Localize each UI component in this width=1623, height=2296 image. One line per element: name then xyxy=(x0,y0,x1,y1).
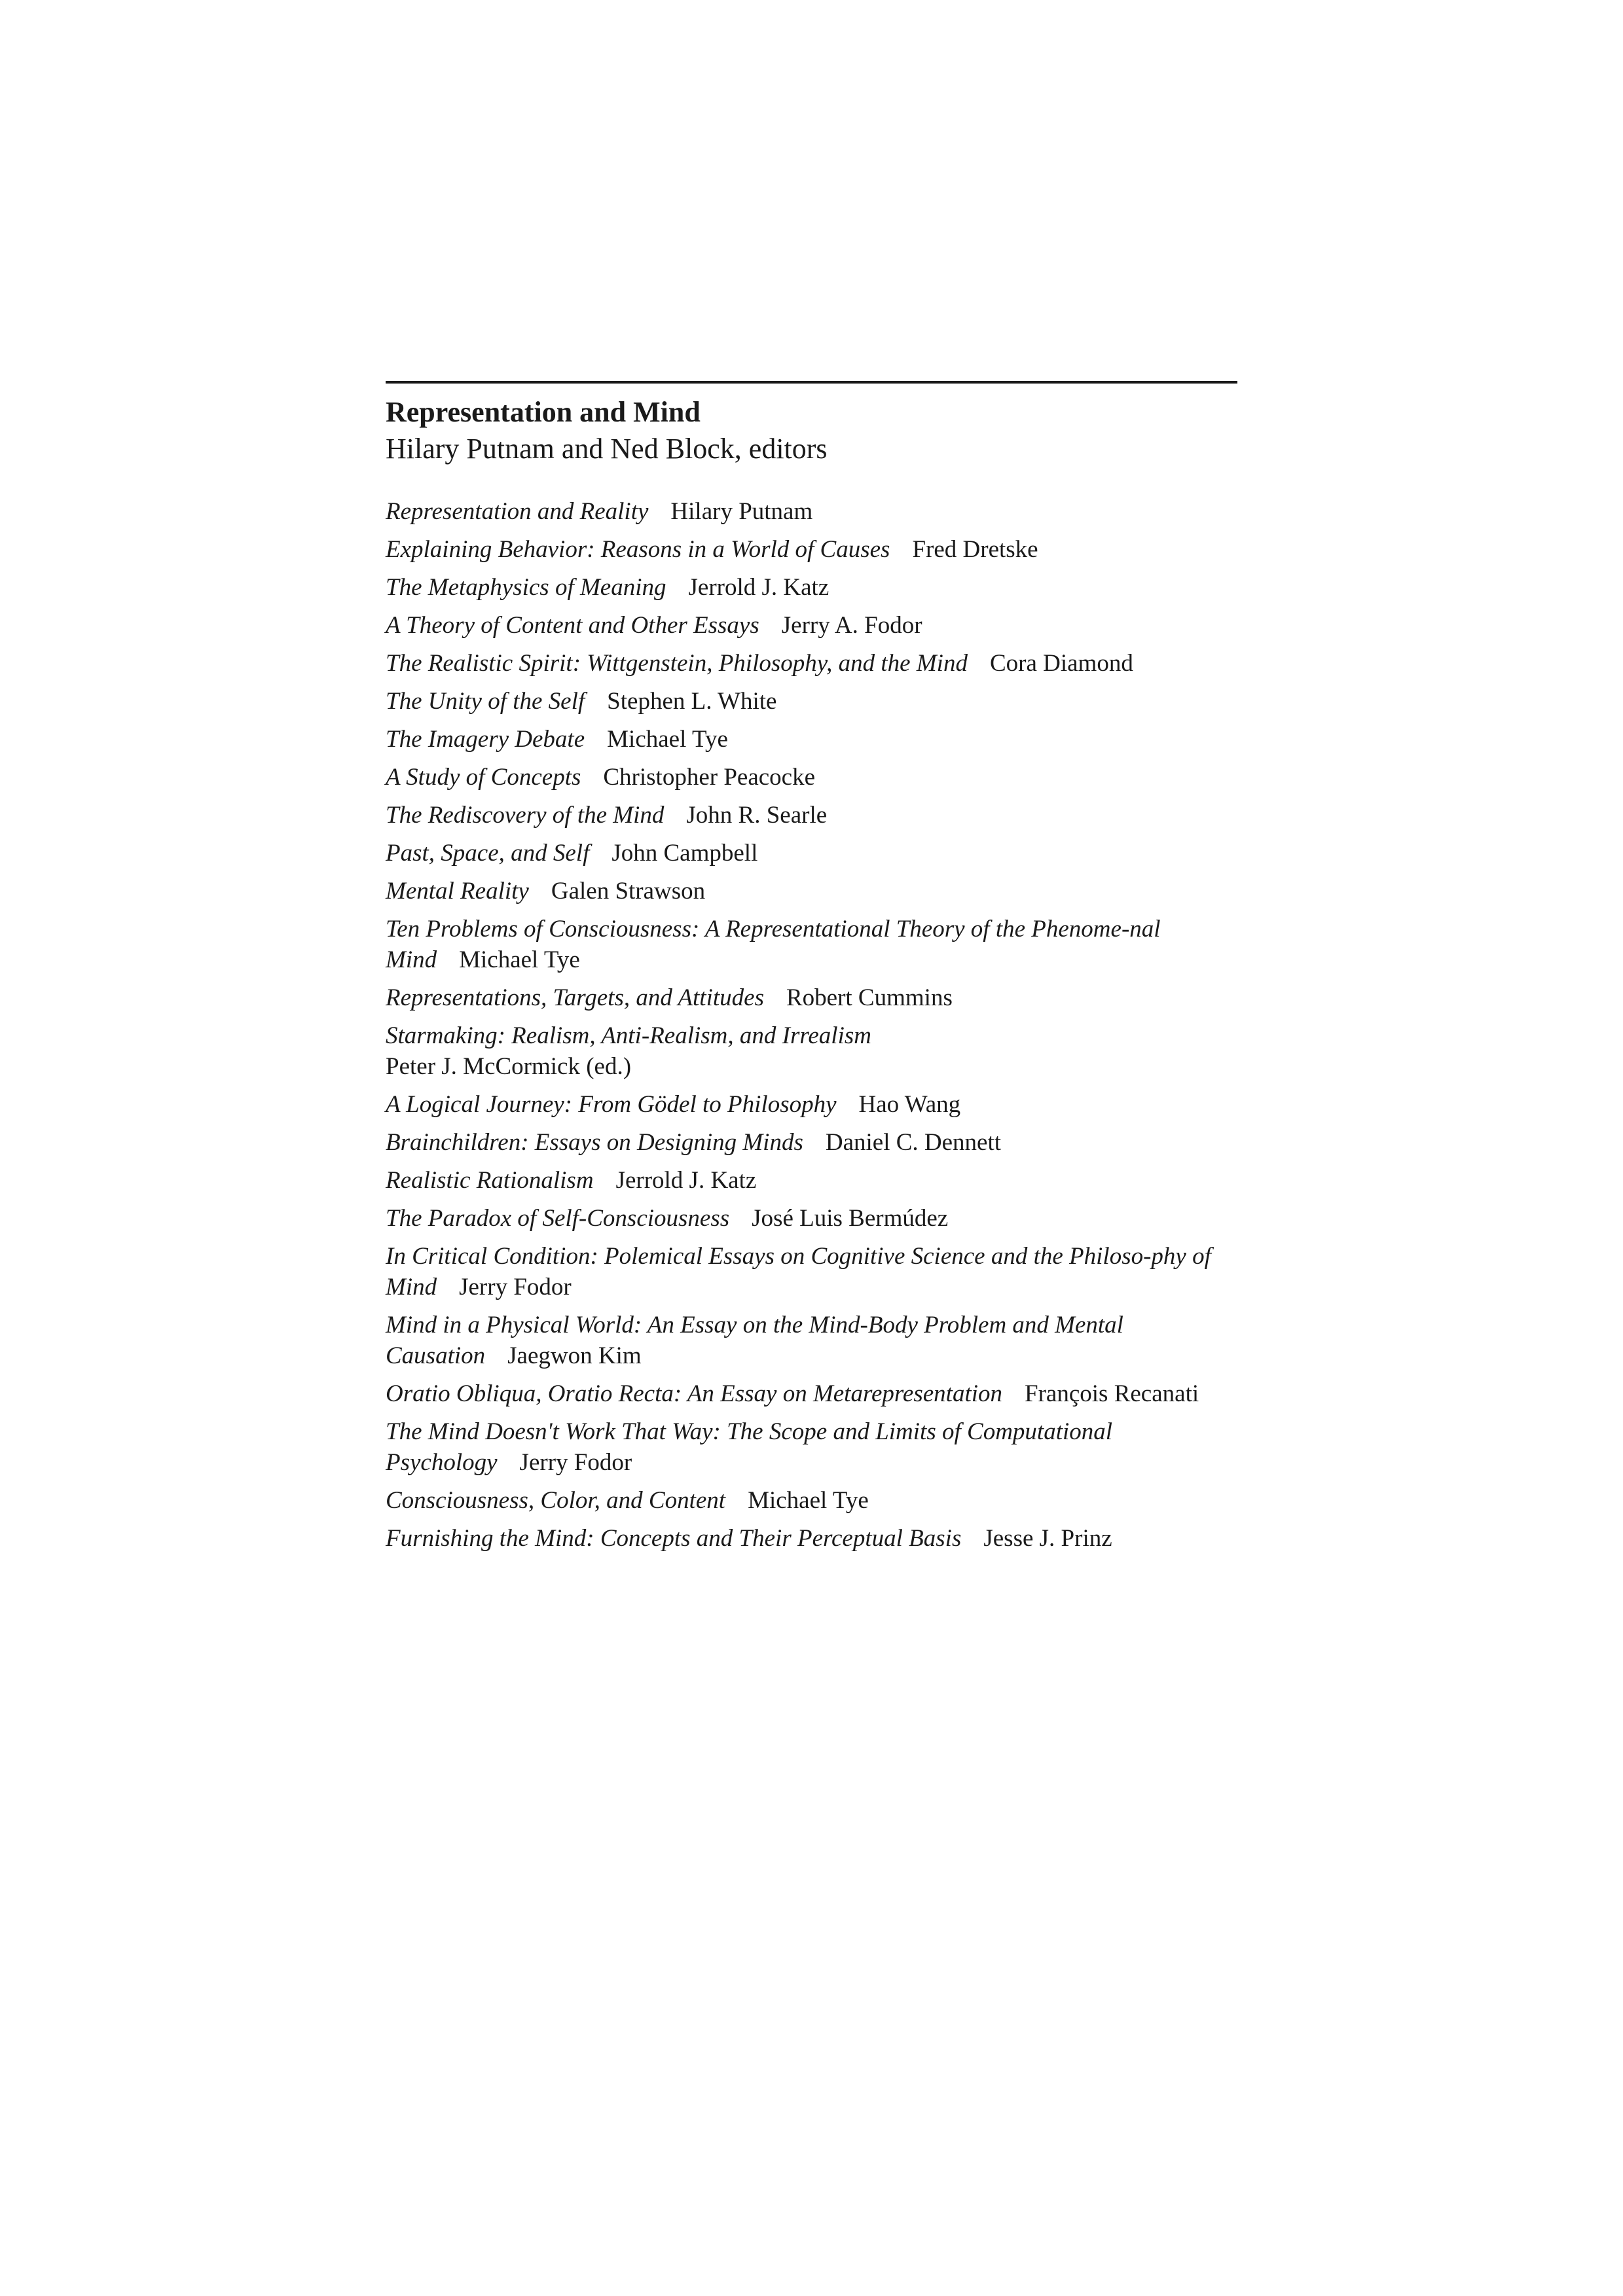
book-author: Hao Wang xyxy=(858,1091,961,1118)
book-title: Representation and Reality xyxy=(386,498,649,525)
book-title: Brainchildren: Essays on Designing Minds xyxy=(386,1129,803,1156)
book-author: Michael Tye xyxy=(459,946,580,973)
book-author: John Campbell xyxy=(611,840,758,867)
book-entry xyxy=(386,982,1237,1013)
book-entry xyxy=(386,534,1237,565)
book-author: Daniel C. Dennett xyxy=(825,1129,1002,1156)
book-entry xyxy=(386,1127,1237,1158)
book-entry xyxy=(386,762,1237,793)
book-author: Peter J. McCormick (ed.) xyxy=(386,1053,632,1080)
book-entry xyxy=(386,800,1237,831)
book-author: Jerrold J. Katz xyxy=(615,1167,757,1194)
book-entry xyxy=(386,838,1237,869)
book-author: John R. Searle xyxy=(686,802,828,829)
book-author: Fred Dretske xyxy=(912,536,1038,563)
book-entry xyxy=(386,1416,1237,1478)
book-entry xyxy=(386,1378,1237,1409)
book-title: The Imagery Debate xyxy=(386,726,585,753)
book-author: Cora Diamond xyxy=(989,650,1133,677)
book-title: Mind in a Physical World: An Essay on the Mind-Body Problem and Mental Causation xyxy=(386,1312,1123,1369)
book-entry xyxy=(386,1310,1237,1371)
series-editors: Hilary Putnam and Ned Block, editors xyxy=(386,433,828,465)
book-title: A Logical Journey: From Gödel to Philosophy xyxy=(386,1091,837,1118)
book-author: Michael Tye xyxy=(607,726,728,753)
book-entry xyxy=(386,914,1237,975)
book-entry xyxy=(386,686,1237,717)
book-author: Robert Cummins xyxy=(786,984,953,1011)
book-entry xyxy=(386,572,1237,603)
book-entry xyxy=(386,1020,1237,1082)
book-title: A Theory of Content and Other Essays xyxy=(386,612,759,639)
book-author: Galen Strawson xyxy=(551,878,706,905)
book-list xyxy=(386,496,1237,1554)
book-title: The Unity of the Self xyxy=(386,688,585,715)
book-title: In Critical Condition: Polemical Essays on Cognitive Science and the Philoso-phy of Mind xyxy=(386,1243,1211,1300)
book-entry xyxy=(386,1203,1237,1234)
book-title: Consciousness, Color, and Content xyxy=(386,1487,726,1514)
book-title: Oratio Obliqua, Oratio Recta: An Essay on Metarepresentation xyxy=(386,1380,1003,1407)
book-author: Christopher Peacocke xyxy=(603,764,816,791)
book-entry xyxy=(386,1089,1237,1120)
series-title: Representation and Mind xyxy=(386,396,701,428)
book-title: Furnishing the Mind: Concepts and Their Perceptual Basis xyxy=(386,1525,962,1552)
book-title: Explaining Behavior: Reasons in a World of Causes xyxy=(386,536,890,563)
book-entry xyxy=(386,648,1237,679)
book-author: Jerry Fodor xyxy=(459,1274,572,1300)
book-title: Realistic Rationalism xyxy=(386,1167,594,1194)
book-author: Hilary Putnam xyxy=(670,498,813,525)
book-title: The Rediscovery of the Mind xyxy=(386,802,665,829)
book-title: A Study of Concepts xyxy=(386,764,581,791)
book-author: José Luis Bermúdez xyxy=(752,1205,949,1232)
series-page xyxy=(386,381,1237,1561)
book-title: Representations, Targets, and Attitudes xyxy=(386,984,764,1011)
book-title: The Mind Doesn't Work That Way: The Scope and Limits of Computational Psychology xyxy=(386,1418,1113,1476)
book-author: Jerry Fodor xyxy=(519,1449,632,1476)
book-title: Mental Reality xyxy=(386,878,529,905)
book-author: Jaegwon Kim xyxy=(507,1342,642,1369)
book-entry xyxy=(386,496,1237,527)
book-title: Starmaking: Realism, Anti-Realism, and Irrealism xyxy=(386,1022,871,1049)
book-author: Jerry A. Fodor xyxy=(781,612,922,639)
book-title: The Metaphysics of Meaning xyxy=(386,574,666,601)
top-rule xyxy=(386,381,1237,384)
book-author: François Recanati xyxy=(1025,1380,1199,1407)
book-title: Past, Space, and Self xyxy=(386,840,590,867)
book-author: Jerrold J. Katz xyxy=(688,574,830,601)
book-entry xyxy=(386,1485,1237,1516)
book-entry xyxy=(386,1241,1237,1302)
book-title: The Realistic Spirit: Wittgenstein, Philosophy, and the Mind xyxy=(386,650,968,677)
book-author: Michael Tye xyxy=(748,1487,869,1514)
book-entry xyxy=(386,724,1237,755)
book-entry xyxy=(386,1165,1237,1196)
book-entry xyxy=(386,610,1237,641)
book-entry xyxy=(386,876,1237,906)
book-title: Ten Problems of Consciousness: A Representational Theory of the Phenome-nal Mind xyxy=(386,916,1161,973)
book-entry xyxy=(386,1523,1237,1554)
book-title: The Paradox of Self-Consciousness xyxy=(386,1205,730,1232)
book-author: Jesse J. Prinz xyxy=(983,1525,1112,1552)
book-author: Stephen L. White xyxy=(607,688,777,715)
